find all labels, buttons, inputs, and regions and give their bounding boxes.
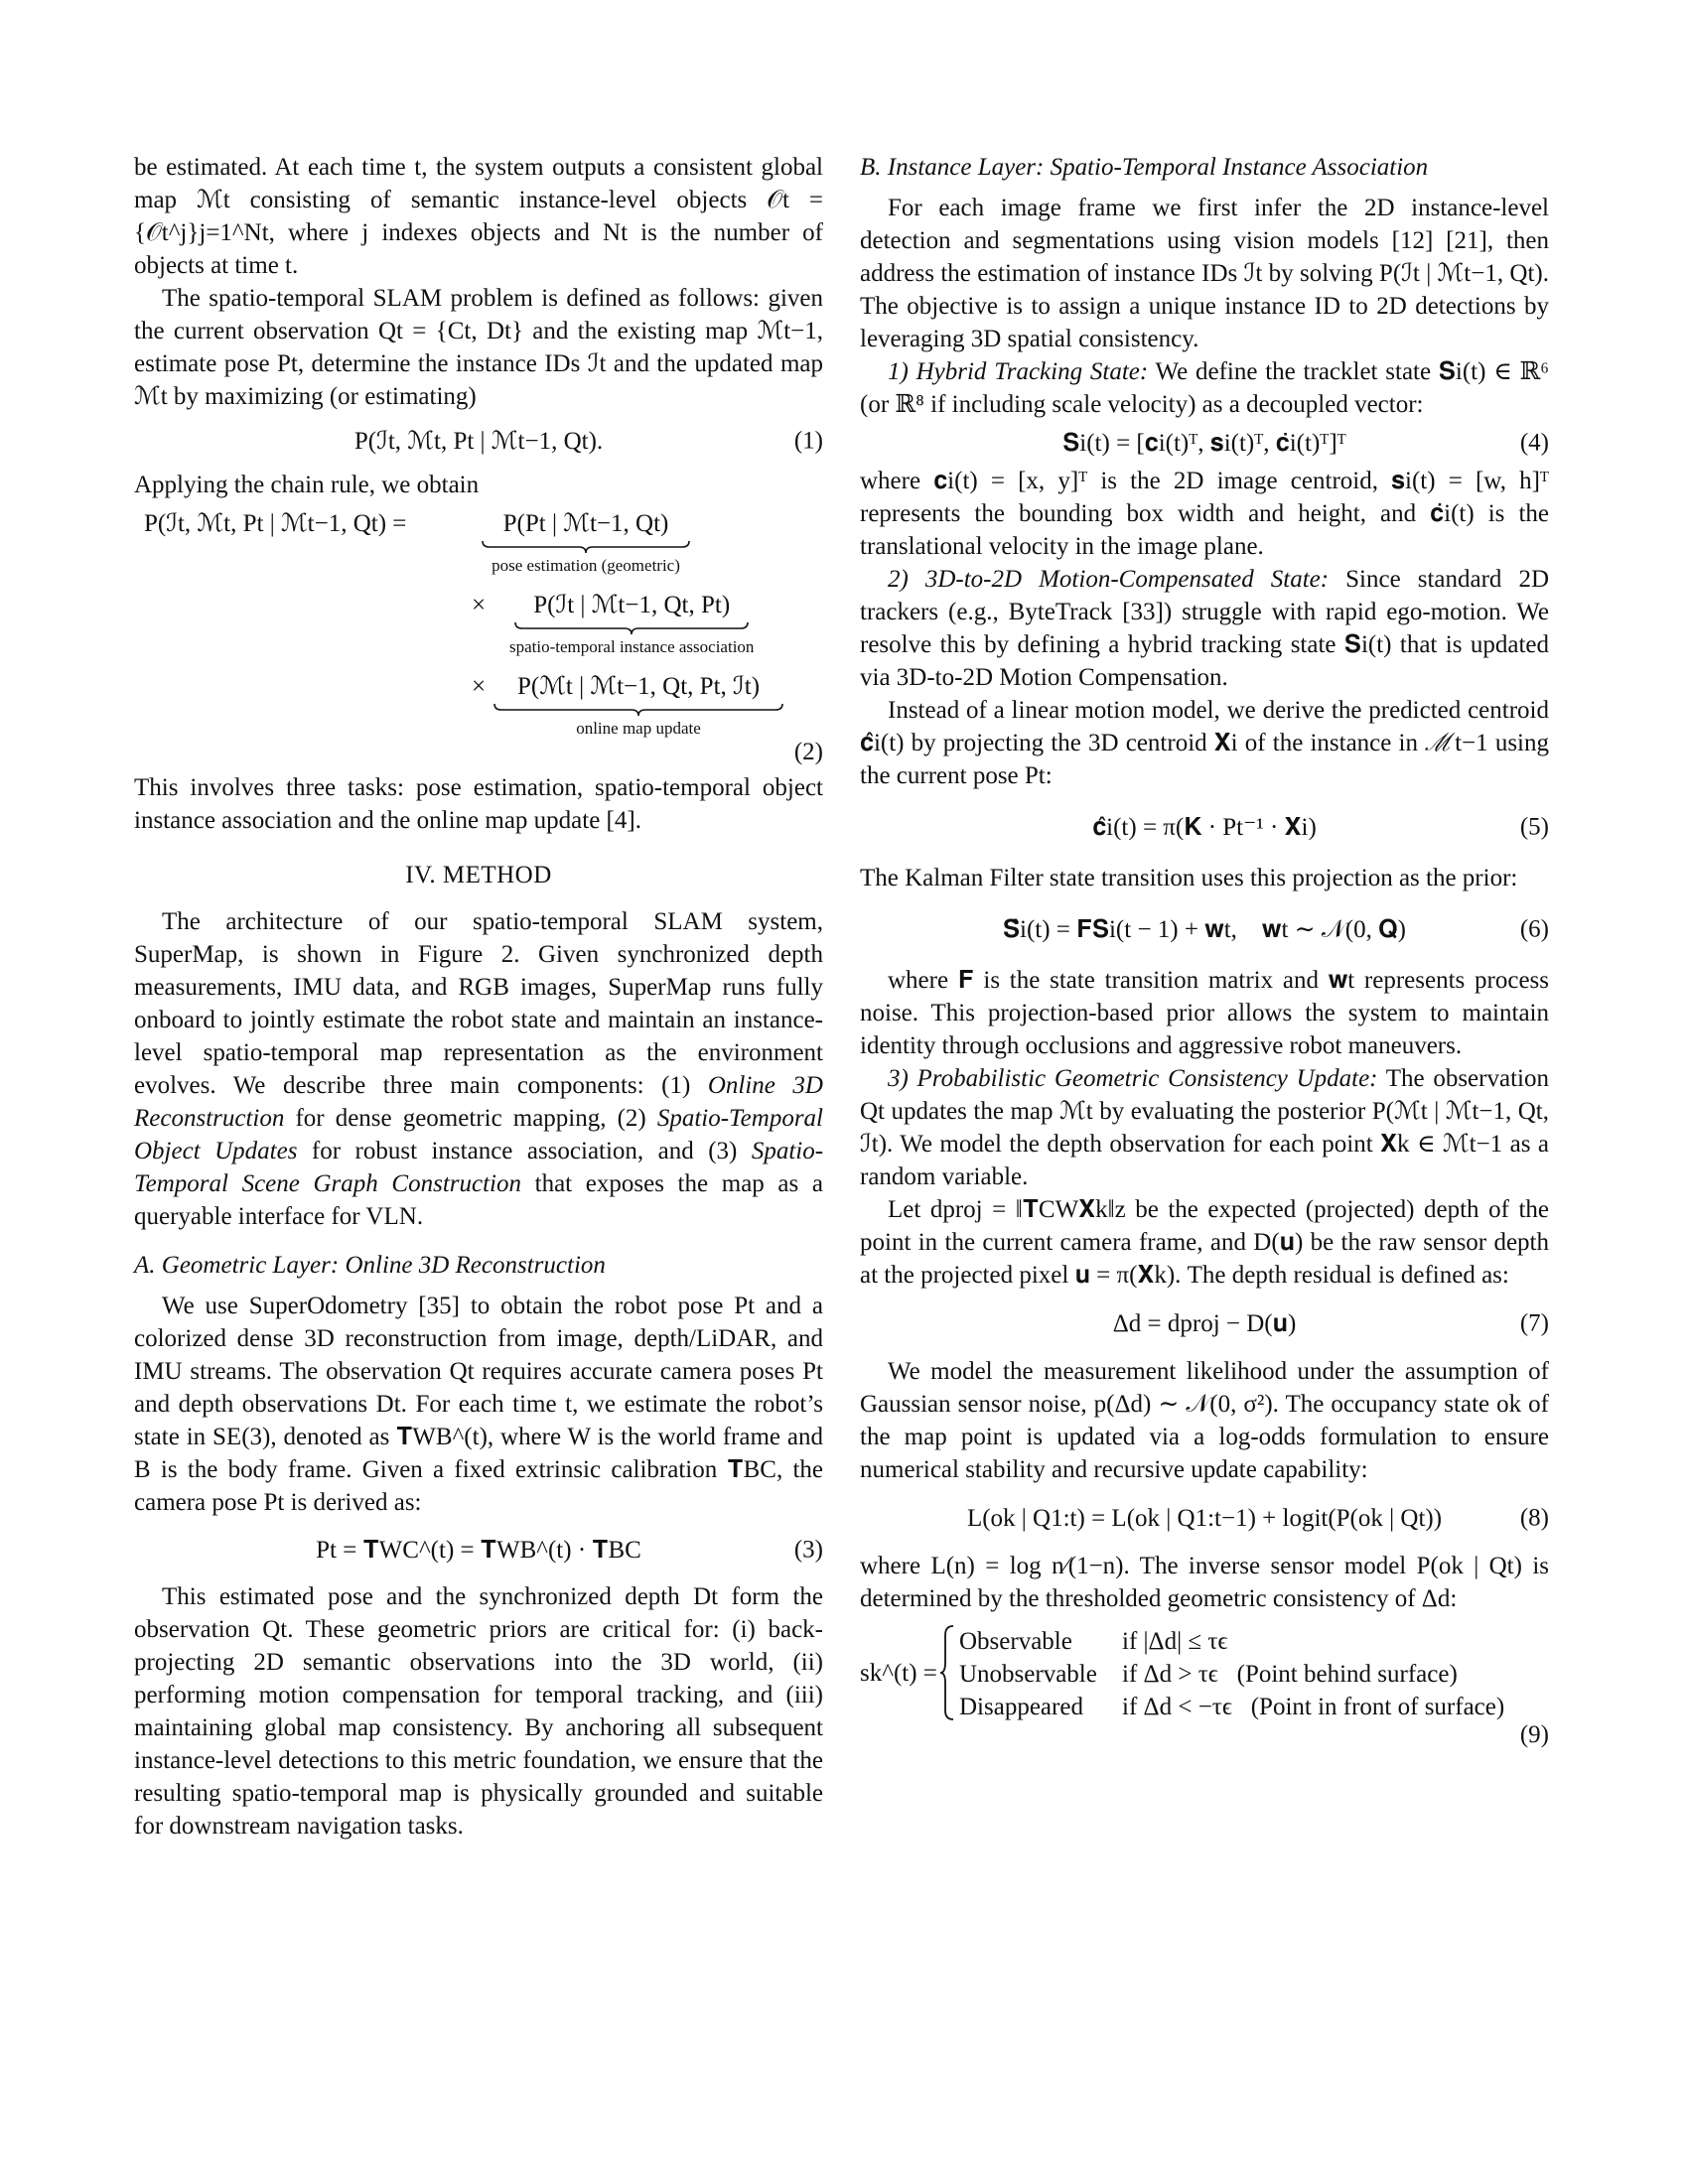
section-heading: IV. METHOD [405, 862, 552, 888]
paragraph: 2) 3D-to-2D Motion-Compensated State: Since standard 2D trackers (e.g., ByteTrack [33]) struggle with rapid ego-motion. We resolve this by defining a hybrid tracking state 𝐒i(t) that is updated via 3D-to-2D Motion Compensation. [860, 566, 1550, 691]
equation-number: (3) [793, 1536, 823, 1564]
paragraph: be estimated. At each time t, the system outputs a consistent global map ℳt consisting of semantic instance-level objects 𝒪t = {𝒪t^j}j=1^Nt, where j indexes objects and Nt is the number of objects at time t. [134, 154, 823, 279]
paragraph: The spatio-temporal SLAM problem is defined as follows: given the current observation Qt = {Ct, Dt} and the existing map ℳt−1, estimate pose Pt, determine the instance IDs ℐt and the updated map ℳt by maximizing (or estimating) [134, 285, 823, 410]
underbrace [493, 703, 783, 717]
subsection-heading: B. Instance Layer: Spatio-Temporal Instance Association [860, 154, 1429, 181]
equation-3 [134, 1519, 823, 1580]
equation-number: (2) [793, 739, 823, 765]
underbrace [482, 540, 690, 554]
equation-number: (6) [1519, 915, 1549, 943]
chain-lhs: P(ℐt, ℳt, Pt | ℳt−1, Qt) = [144, 510, 407, 537]
subsection-heading: A. Geometric Layer: Online 3D Reconstruction [134, 1252, 606, 1279]
equation-2-chain-rule [134, 501, 823, 771]
times-symbol: × [472, 673, 487, 700]
equation-number: (1) [793, 427, 823, 455]
equation-body: 𝐒̂i(t) = 𝐅𝐒i(t − 1) + 𝐰t, 𝐰t ∼ 𝒩(0, 𝐐) [1002, 915, 1407, 943]
equation-body: 𝐒i(t) = [𝐜i(t)ᵀ, 𝐬i(t)ᵀ, 𝐜̇i(t)ᵀ]ᵀ [1062, 429, 1346, 457]
paragraph: 3) Probabilistic Geometric Consistency Update: The observation Qt updates the map ℳt by evaluating the posterior P(ℳt | ℳt−1, Qt, ℐt). We model the depth observation for each point 𝐗k ∈ ℳt−1 as a random variable. [860, 1065, 1549, 1190]
paragraph: The Kalman Filter state transition uses this projection as the prior: [860, 865, 1518, 891]
term-label: spatio-temporal instance association [509, 637, 755, 656]
term-text: P(ℐt | ℳt−1, Qt, Pt) [533, 592, 731, 618]
case-condition: if Δd > τϵ (Point behind surface) [1122, 1661, 1458, 1688]
paragraph: 1) Hybrid Tracking State: We define the tracklet state 𝐒i(t) ∈ ℝ⁶ (or ℝ⁸ if including scale velocity) as a decoupled vector: [860, 358, 1549, 418]
equation-number: (5) [1519, 813, 1549, 841]
left-brace [939, 1625, 955, 1720]
cases-lhs: sk^(t) = [860, 1660, 937, 1687]
chain-term-pose [482, 507, 690, 576]
term-text: P(Pt | ℳt−1, Qt) [502, 510, 669, 537]
paragraph: For each image frame we first infer the 2D instance-level detection and segmentations using vision models [12] [21], then address the estimation of instance IDs ℐt by solving P(ℐt | ℳt−1, Qt). The objective is to assign a unique instance ID to 2D detections by leveraging 3D spatial consistency. [860, 195, 1549, 352]
equation-number: (7) [1519, 1309, 1549, 1337]
paragraph: where 𝐜i(t) = [x, y]ᵀ is the 2D image centroid, 𝐬i(t) = [w, h]ᵀ represents the bounding box width and height, and 𝐜̇i(t) is the translational velocity in the image plane. [860, 468, 1549, 560]
equation-number: (8) [1519, 1504, 1549, 1532]
equation-body: 𝐜̂i(t) = π(𝐊 · Pt⁻¹ · 𝐗i) [1092, 813, 1317, 841]
paragraph: Let dproj = ‖𝐓CW𝐗k‖z be the expected (projected) depth of the point in the current camera frame, and D(𝐮) be the raw sensor depth at the projected pixel 𝐮 = π(𝐗k). The depth residual is defined as: [860, 1196, 1549, 1289]
case-label: Unobservable [959, 1661, 1097, 1688]
term-label: pose estimation (geometric) [492, 556, 680, 575]
paragraph: Instead of a linear motion model, we derive the predicted centroid 𝐜̂i(t) by projecting the 3D centroid 𝐗i of the instance in ℳt−1 using the current pose Pt: [860, 697, 1549, 789]
underbrace [514, 621, 749, 635]
equation-6 [860, 894, 1549, 964]
equation-body: P(ℐt, ℳt, Pt | ℳt−1, Qt). [353, 427, 604, 455]
chain-term-association [509, 589, 754, 657]
equation-9-cases [860, 1615, 1549, 1748]
equation-number: (4) [1519, 429, 1549, 457]
equation-body: Pt = 𝐓WC^(t) = 𝐓WB^(t) · 𝐓BC [316, 1536, 641, 1564]
equation-body: Δd = dproj − D(𝐮) [1112, 1309, 1297, 1337]
paragraph: Applying the chain rule, we obtain [134, 472, 480, 498]
paragraph: This involves three tasks: pose estimation, spatio-temporal object instance association and the online map update [4]. [134, 774, 823, 834]
case-label: Disappeared [959, 1694, 1083, 1720]
paragraph: where 𝐅 is the state transition matrix and 𝐰t represents process noise. This projection-based prior allows the system to maintain identity through occlusions and aggressive robot maneuvers. [860, 967, 1549, 1059]
left-column [134, 151, 823, 1843]
paragraph: We model the measurement likelihood under the assumption of Gaussian sensor noise, p(Δd) ∼ 𝒩(0, σ²). The occupancy state ok of the map point is updated via a log-odds formulation to ensure numerical stability and recursive update capability: [860, 1358, 1549, 1483]
case-condition: if |Δd| ≤ τϵ [1122, 1628, 1228, 1655]
times-symbol: × [472, 592, 487, 618]
term-label: online map update [576, 719, 701, 738]
equation-5 [860, 792, 1549, 862]
equation-8 [860, 1486, 1549, 1550]
paragraph: where L(n) = log n⁄(1−n). The inverse sensor model P(ok | Qt) is determined by the thresholded geometric consistency of Δd: [860, 1553, 1549, 1612]
paragraph: This estimated pose and the synchronized depth Dt form the observation Qt. These geometric priors are critical for: (i) back-projecting 2D semantic observations into the 3D world, (ii) performing motion compensation for temporal tracking, and (iii) maintaining global map consistency. By anchoring all subsequent instance-level detections to this metric foundation, we ensure that the resulting spatio-temporal map is physically grounded and suitable for downstream navigation tasks. [134, 1583, 823, 1840]
right-column [860, 151, 1550, 1748]
case-condition: if Δd < −τϵ (Point in front of surface) [1122, 1694, 1505, 1720]
equation-7 [860, 1292, 1549, 1355]
chain-term-map-update [493, 670, 783, 739]
paragraph: The architecture of our spatio-temporal SLAM system, SuperMap, is shown in Figure 2. Given synchronized depth measurements, IMU data, and RGB images, SuperMap runs fully onboard to jointly estimate the robot state and maintain an instance-level spatio-temporal map representation as the environment evolves. We describe three main components: (1) Online 3D Reconstruction for dense geometric mapping, (2) Spatio-Temporal Object Updates for robust instance association, and (3) Spatio-Temporal Scene Graph Construction that exposes the map as a queryable interface for VLN. [134, 908, 824, 1230]
equation-number: (9) [1519, 1721, 1549, 1748]
case-label: Observable [959, 1628, 1072, 1655]
equation-4 [860, 421, 1549, 465]
equation-1 [134, 413, 823, 469]
paragraph: We use SuperOdometry [35] to obtain the robot pose Pt and a colorized dense 3D reconstruction from image, depth/LiDAR, and IMU streams. The observation Qt requires accurate camera poses Pt and depth observations Dt. For each time t, we estimate the robot’s state in SE(3), denoted as 𝐓WB^(t), where W is the world frame and B is the body frame. Given a fixed extrinsic calibration 𝐓BC, the camera pose Pt is derived as: [134, 1293, 823, 1516]
term-text: P(ℳt | ℳt−1, Qt, Pt, ℐt) [516, 673, 761, 700]
equation-body: L(ok | Q1:t) = L(ok | Q1:t−1) + logit(P(ok | Qt)) [966, 1504, 1443, 1532]
